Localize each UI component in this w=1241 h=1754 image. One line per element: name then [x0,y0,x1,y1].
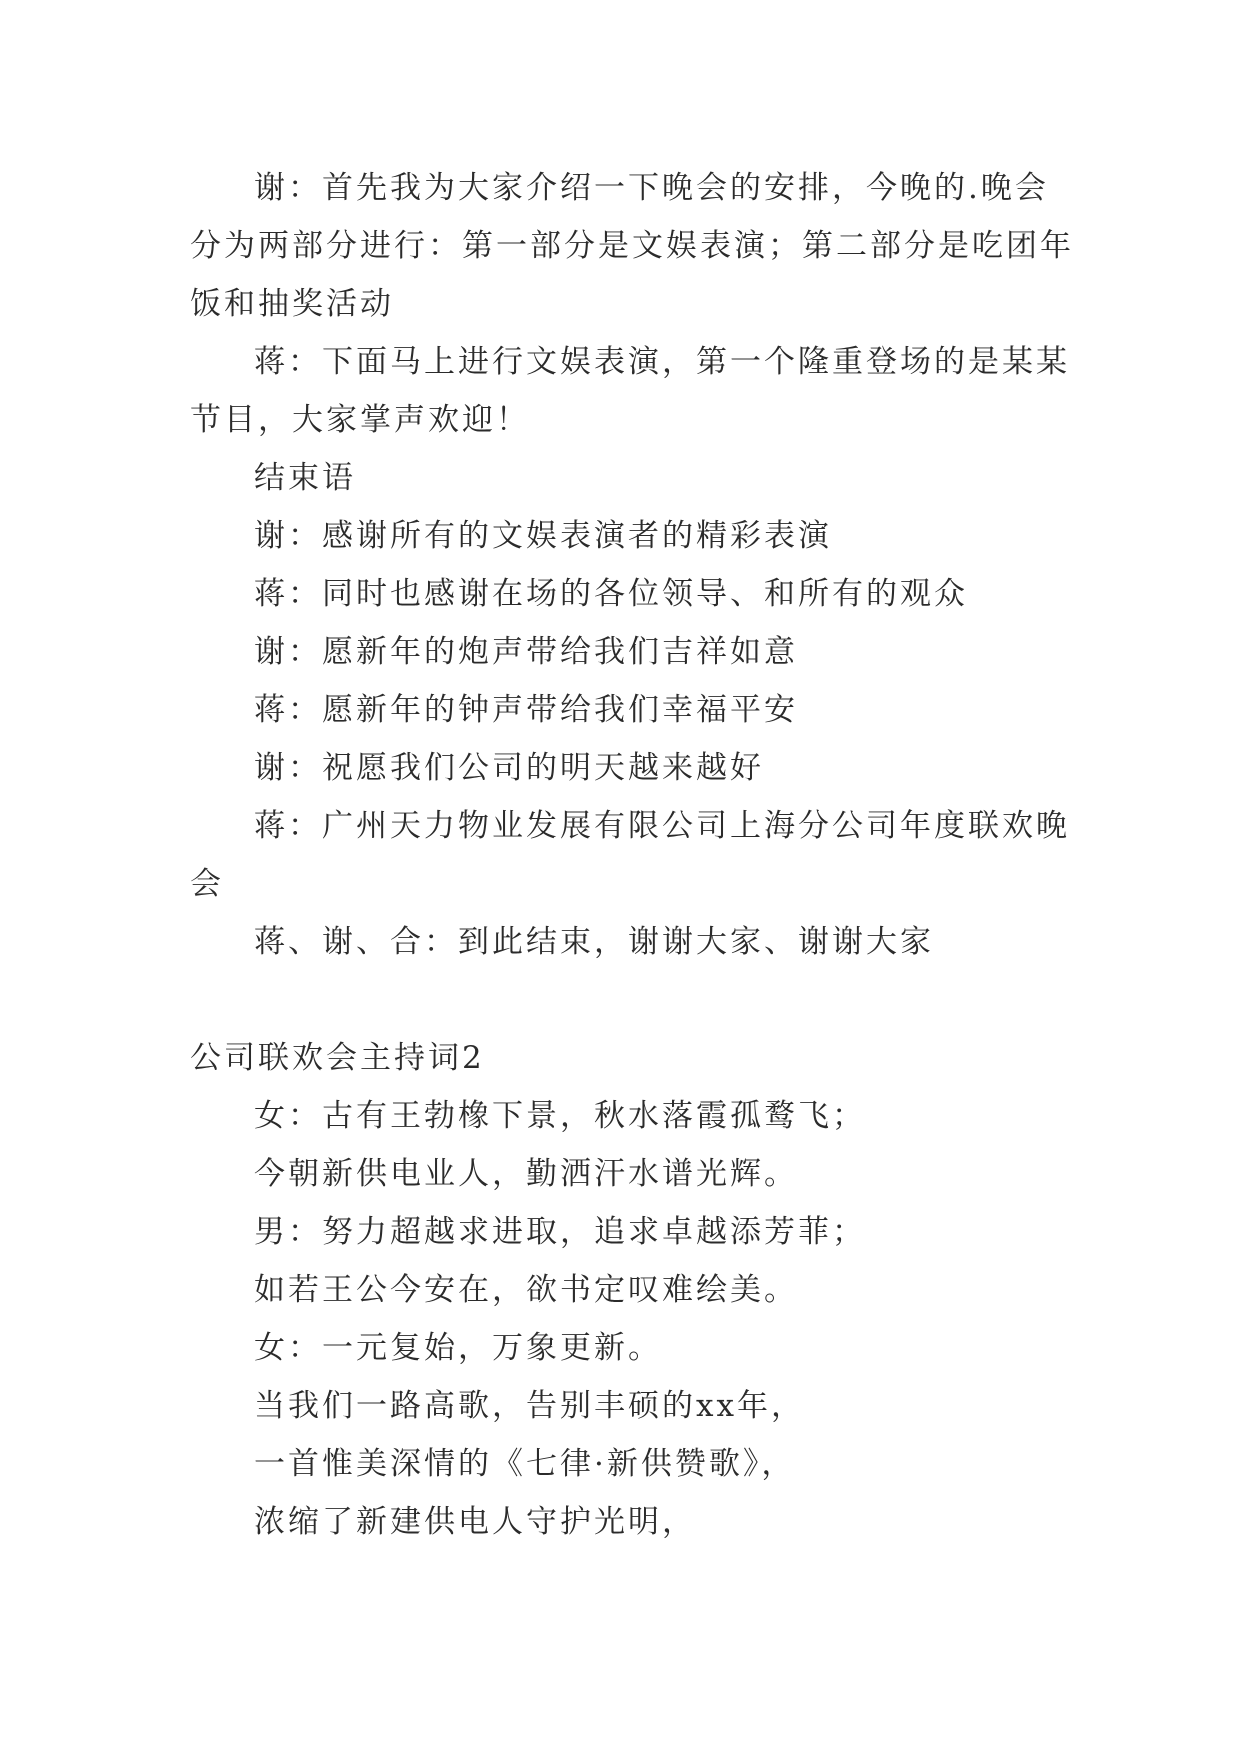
paragraph-line: 浓缩了新建供电人守护光明， [254,1504,696,1540]
paragraph-line: 蒋：愿新年的钟声带给我们幸福平安 [254,692,798,728]
paragraph-line: 谢：祝愿我们公司的明天越来越好 [254,750,764,786]
section-title: 公司联欢会主持词2 [190,1040,485,1076]
paragraph-line: 女：古有王勃橡下景，秋水落霞孤鹜飞； [254,1098,866,1134]
paragraph-line: 会 [190,866,224,902]
paragraph-line: 蒋、谢、合：到此结束，谢谢大家、谢谢大家 [254,924,934,960]
paragraph-line: 谢：感谢所有的文娱表演者的精彩表演 [254,518,832,554]
paragraph-line: 一首惟美深情的《七律·新供赞歌》， [254,1446,796,1482]
paragraph-line: 蒋：下面马上进行文娱表演，第一个隆重登场的是某某 [254,344,1070,380]
paragraph-line: 女：一元复始，万象更新。 [254,1330,662,1366]
section-heading: 结束语 [254,460,356,496]
paragraph-line: 蒋：同时也感谢在场的各位领导、和所有的观众 [254,576,968,612]
paragraph-line: 饭和抽奖活动 [190,286,394,322]
paragraph-line: 如若王公今安在，欲书定叹难绘美。 [254,1272,798,1308]
paragraph-line: 谢：愿新年的炮声带给我们吉祥如意 [254,634,798,670]
paragraph-line: 当我们一路高歌，告别丰硕的xx年， [254,1388,805,1424]
paragraph-line: 分为两部分进行：第一部分是文娱表演；第二部分是吃团年 [190,228,1074,264]
paragraph-line: 今朝新供电业人，勤洒汗水谱光辉。 [254,1156,798,1192]
paragraph-line: 蒋：广州天力物业发展有限公司上海分公司年度联欢晚 [254,808,1070,844]
paragraph-line: 谢：首先我为大家介绍一下晚会的安排，今晚的.晚会 [254,170,1049,206]
paragraph-line: 节目，大家掌声欢迎！ [190,402,530,438]
paragraph-line: 男：努力超越求进取，追求卓越添芳菲； [254,1214,866,1250]
